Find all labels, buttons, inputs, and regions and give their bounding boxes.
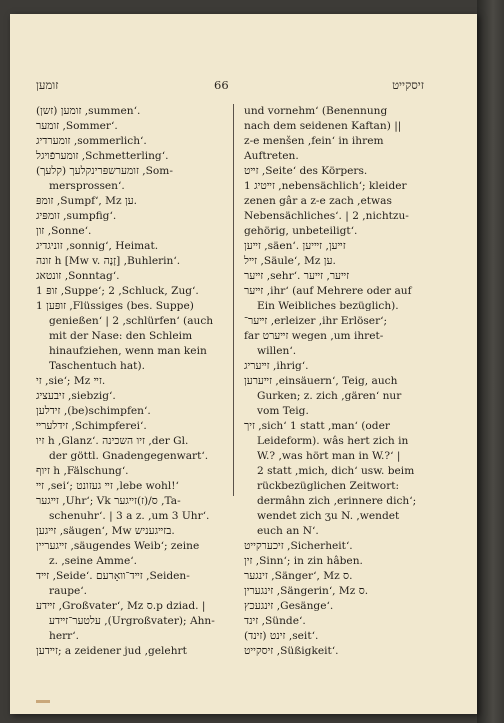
dictionary-line: זוניגדיג ,sonnig‘, Heimat.: [36, 240, 159, 252]
dictionary-line: Auftreten.: [244, 150, 299, 162]
dictionary-line: זומערדיג ,sommerlich‘.: [36, 135, 147, 147]
dictionary-line: זידלערײ ,Schimpferei‘.: [36, 420, 147, 432]
page-header: [36, 78, 424, 94]
dictionary-line: raupe‘.: [49, 585, 87, 597]
dictionary-line: זיסקייט ,Süßigkeit‘.: [244, 645, 339, 657]
dictionary-line: זי ,sie‘; Mz זײ.: [36, 375, 106, 387]
dictionary-line: זײגעריין ,säugendes Weib‘; zeine: [36, 540, 200, 552]
dictionary-line: זיו h ,Glanz‘. זיו השכינה ,der Gl.: [36, 435, 189, 447]
dictionary-line: nach dem seidenen Kaftan) ||: [244, 120, 402, 132]
dictionary-line: זופּ 1 ,Suppe‘; 2 ,Schluck, Zug‘.: [36, 285, 199, 297]
dictionary-line: זיכערקייט ,Sicherheit‘.: [244, 540, 353, 552]
color-ruler-strip: [36, 700, 50, 703]
book-gutter: [477, 0, 504, 723]
header-right-catchword: זיסקייט: [392, 78, 424, 92]
dictionary-line: זײ ,sei‘; זײ געזונט ,lebe wohl!‘: [36, 480, 179, 492]
dictionary-line: זײעריג ,ihrig‘.: [244, 360, 309, 372]
dictionary-line: זינט (זינד) ,seit‘.: [244, 630, 319, 642]
dictionary-line: זומער ,Sommer‘.: [36, 120, 118, 132]
dictionary-line: der göttl. Gnadengegenwart‘.: [49, 450, 209, 462]
dictionary-line: זינגערין ,Sängerin‘, Mz ס.: [244, 585, 369, 597]
dictionary-line: זיך ,sich‘ 1 statt ,man‘ (oder: [244, 420, 390, 432]
dictionary-line: זײטיג 1 ,nebensächlich‘; kleider: [244, 180, 407, 192]
dictionary-line: Taschentuch hat).: [49, 360, 145, 372]
dictionary-line: זײגער ,Uhr‘; Vk ס/(ז)זײגער ,Ta-: [36, 495, 181, 507]
dictionary-line: genießen‘ | 2 ,schlürfen‘ (auch: [49, 315, 214, 327]
dictionary-line: mit der Nase: den Schleim: [49, 330, 193, 342]
dictionary-line: W.? ,was hört man in W.?‘ |: [257, 450, 401, 462]
dictionary-line: hinaufziehen, wenn man kein: [49, 345, 207, 357]
left-column: [36, 104, 226, 659]
dictionary-line: זון ,Sonne‘.: [36, 225, 92, 237]
dictionary-line: זײערען ,einsäuern‘, Teig, auch: [244, 375, 398, 387]
dictionary-line: זיבעציג ,siebzig‘.: [36, 390, 116, 402]
dictionary-line: z-e menšen ,fein‘ in ihrem: [244, 135, 384, 147]
dictionary-line: זײען ,säen‘. זײען, זײיען: [244, 240, 346, 252]
dictionary-line: זומען (זשן) ,summen‘.: [36, 105, 141, 117]
dictionary-line: זײער ,ihr‘ (auf Mehrere oder auf: [244, 285, 412, 297]
dictionary-line: Gurken; z. zich ,gären‘ nur: [257, 390, 402, 402]
dictionary-line: Ein Weibliches bezüglich).: [257, 300, 399, 312]
dictionary-line: זומפּיג ,sumpfig‘.: [36, 210, 117, 222]
dictionary-line: זײער־ ,erleizer ,ihr Erlöser‘;: [244, 315, 388, 327]
dictionary-line: wendet zich ʒu N. ,wendet: [257, 510, 400, 522]
dictionary-line: euch an N‘.: [257, 525, 319, 537]
dictionary-line: זײט ,Seite‘ des Körpers.: [244, 165, 368, 177]
dictionary-line: זינגער ,Sänger‘, Mz ס.: [244, 570, 353, 582]
dictionary-line: z. ,seine Amme‘.: [49, 555, 137, 567]
dictionary-line: זײל ,Säule‘, Mz ען.: [244, 255, 336, 267]
dictionary-line: zenen gâr a z-e zach ,etwas: [244, 195, 392, 207]
dictionary-line: זופּען 1 ,Flüssiges (bes. Suppe): [36, 300, 194, 312]
dictionary-line: זיוף h ,Fälschung‘.: [36, 465, 129, 477]
dictionary-line: זײער ,sehr‘. זײער, זײער: [244, 270, 350, 282]
dictionary-line: dermâhn zich ,erinnere dich‘;: [257, 495, 417, 507]
right-column: [244, 104, 430, 659]
dictionary-line: herr‘.: [49, 630, 79, 642]
dictionary-line: זומערפֿױגל ,Schmetterling‘.: [36, 150, 169, 162]
dictionary-line: זינד ,Sünde‘.: [244, 615, 306, 627]
dictionary-line: זונטאג ,Sonntag‘.: [36, 270, 120, 282]
dictionary-line: זונה h [Mw v. זָנָה] ,Buhlerin‘.: [36, 255, 181, 267]
header-left-catchword: זומען: [36, 78, 59, 92]
dictionary-line: gehörig, unbeteiligt‘.: [244, 225, 358, 237]
dictionary-line: זײדען; a zeidener jud ,gelehrt: [36, 645, 187, 657]
dictionary-line: זײד ,Seide‘. זײד־װאָרעם ,Seiden-: [36, 570, 190, 582]
dictionary-line: זידלען ,(be)schimpfen‘.: [36, 405, 151, 417]
dictionary-line: rückbezüglichen Zeitwort:: [257, 480, 400, 492]
dictionary-line: זײגען ,säugen‘, Mw בזײגעניש.: [36, 525, 175, 537]
dictionary-line: Leideform). wâs hert zich in: [257, 435, 409, 447]
dictionary-line: 2 statt ,mich, dich‘ usw. beim: [257, 465, 415, 477]
dictionary-line: far זײערט wegen ,um ihret-: [244, 330, 384, 342]
dictionary-line: עלטער־זײדע ,(Urgroßvater); Ahn-: [49, 615, 215, 627]
dictionary-line: זינגעכץ ,Gesänge‘.: [244, 600, 334, 612]
dictionary-line: זומערשפּרינקלעך (קלעך) ,Som-: [36, 165, 173, 177]
column-divider: [233, 104, 234, 496]
dictionary-line: und vornehm‘ (Benennung: [244, 105, 388, 117]
dictionary-line: vom Teig.: [257, 405, 309, 417]
dictionary-line: schenuhr‘. | 3 a z. ,um 3 Uhr‘.: [49, 510, 210, 522]
dictionary-line: Nebensächliches‘. | 2 ,nichtzu-: [244, 210, 409, 222]
dictionary-line: זין ,Sinn‘; in zin hâben.: [244, 555, 363, 567]
dictionary-line: willen‘.: [257, 345, 297, 357]
page-number: 66: [214, 78, 229, 92]
dictionary-line: mersprossen‘.: [49, 180, 125, 192]
dictionary-line: זײדע ,Großvater‘, Mz ס.p dziad. |: [36, 600, 206, 612]
dictionary-line: זומפּ ,Sumpf‘, Mz ען.: [36, 195, 138, 207]
